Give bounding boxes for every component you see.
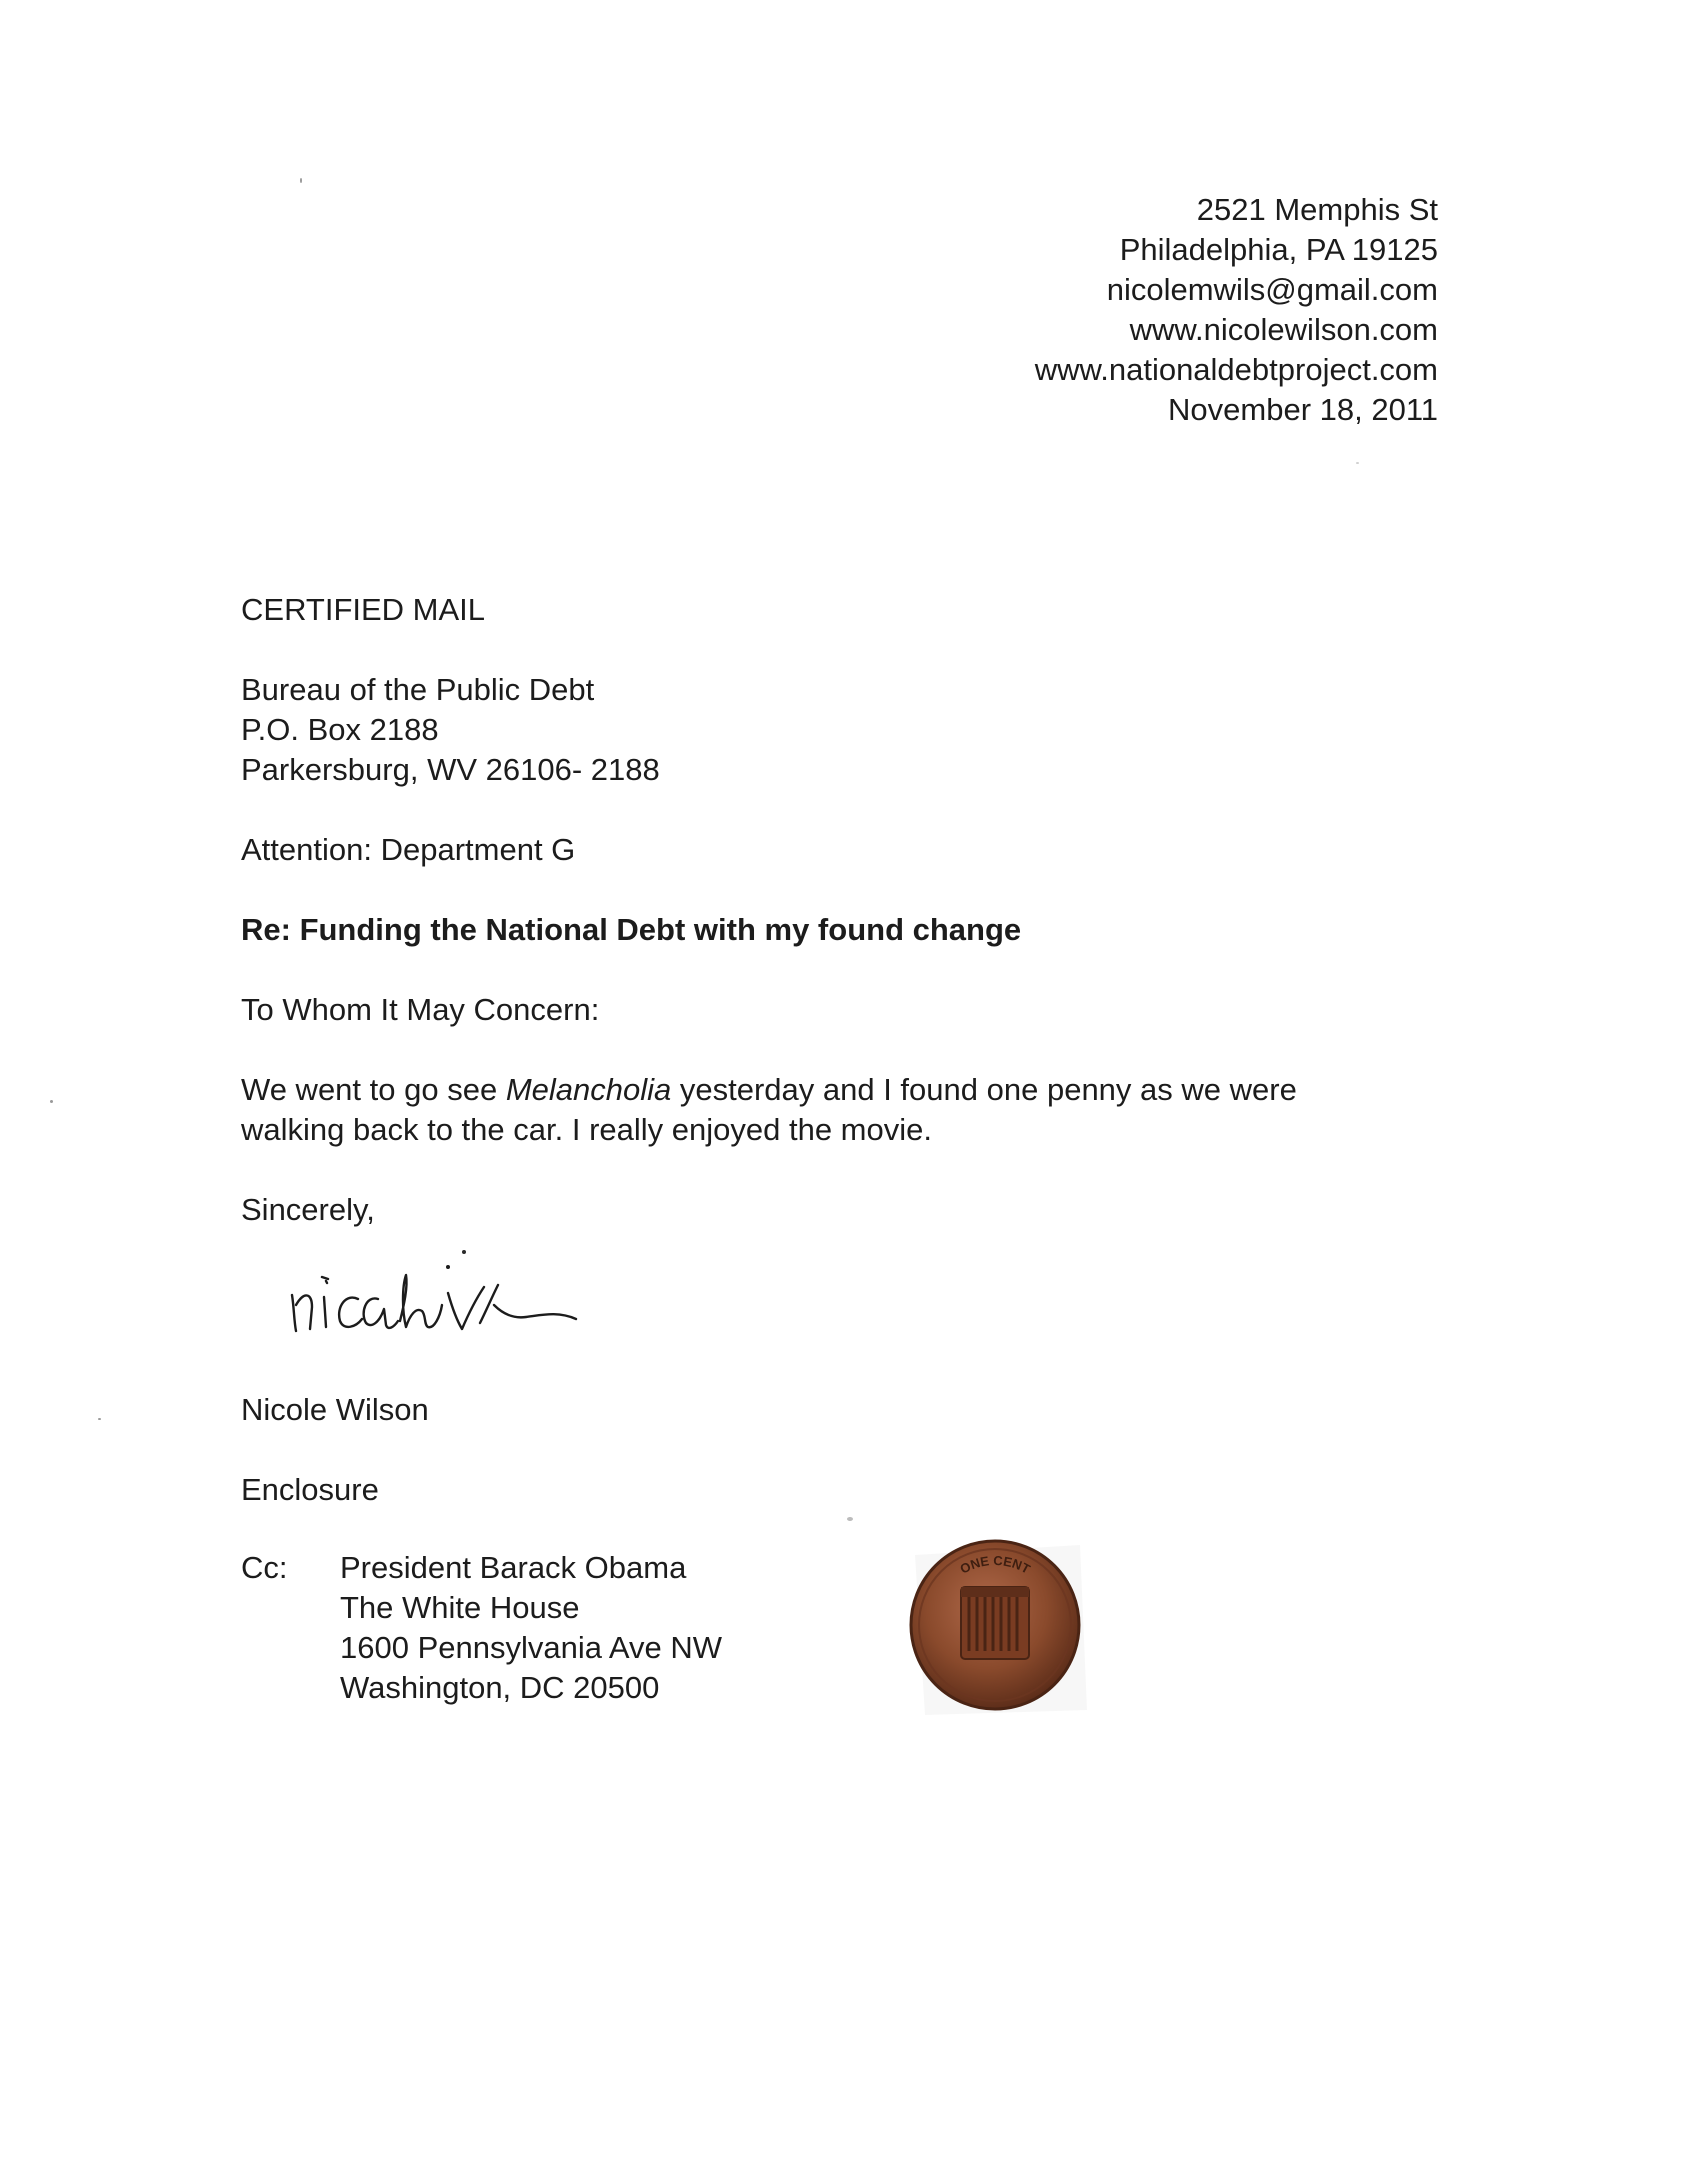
body-line-1 <box>241 1070 1297 1110</box>
body-text-end: yesterday and I found one penny as we were <box>671 1072 1297 1107</box>
cc-name: President Barack Obama <box>340 1550 687 1585</box>
certified-mail-label: CERTIFIED MAIL <box>241 592 486 627</box>
sender-website-project: www.nationaldebtproject.com <box>1034 352 1438 387</box>
cc-label: Cc: <box>241 1550 288 1585</box>
scan-speck <box>98 1418 101 1420</box>
signer-block <box>241 1390 429 1430</box>
enclosure-block <box>241 1470 379 1510</box>
scan-speck <box>462 1250 466 1254</box>
body-text-start: We went to go see <box>241 1072 506 1107</box>
cc-address <box>340 1548 722 1708</box>
cc-street: 1600 Pennsylvania Ave NW <box>340 1630 722 1665</box>
sender-city: Philadelphia, PA 19125 <box>1119 232 1438 267</box>
movie-title: Melancholia <box>505 1072 672 1107</box>
recipient-box: P.O. Box 2188 <box>241 712 439 747</box>
salutation: To Whom It May Concern: <box>241 992 600 1027</box>
scan-speck <box>50 1100 53 1103</box>
scan-speck <box>300 178 302 183</box>
enclosure-label: Enclosure <box>241 1472 379 1507</box>
sender-address <box>1035 190 1438 430</box>
salutation-block <box>241 990 599 1030</box>
closing-block <box>241 1190 375 1230</box>
body-line-2: walking back to the car. I really enjoyed the movie. <box>241 1112 932 1147</box>
certified-block <box>241 590 485 630</box>
recipient-address <box>241 670 660 790</box>
attention-line: Attention: Department G <box>241 832 576 867</box>
closing: Sincerely, <box>241 1192 375 1227</box>
cc-city: Washington, DC 20500 <box>340 1670 660 1705</box>
attention-block <box>241 830 575 870</box>
subject-line: Re: Funding the National Debt with my found change <box>241 912 1022 947</box>
cc-place: The White House <box>340 1590 580 1625</box>
sender-email: nicolemwils@gmail.com <box>1106 272 1438 307</box>
scan-speck <box>1356 462 1359 464</box>
letter-body <box>241 1070 1297 1150</box>
sender-website: www.nicolewilson.com <box>1129 312 1438 347</box>
sender-street: 2521 Memphis St <box>1196 192 1438 227</box>
scan-speck <box>847 1517 853 1521</box>
letter-date: November 18, 2011 <box>1168 392 1438 427</box>
recipient-name: Bureau of the Public Debt <box>241 672 595 707</box>
recipient-city: Parkersburg, WV 26106- 2188 <box>241 752 660 787</box>
signer-name: Nicole Wilson <box>241 1392 429 1427</box>
coin-top-text: ONE CENT <box>957 1552 1033 1577</box>
handwritten-signature <box>280 1235 610 1355</box>
penny-coin-image <box>895 1525 1095 1725</box>
subject-block <box>241 910 1021 950</box>
